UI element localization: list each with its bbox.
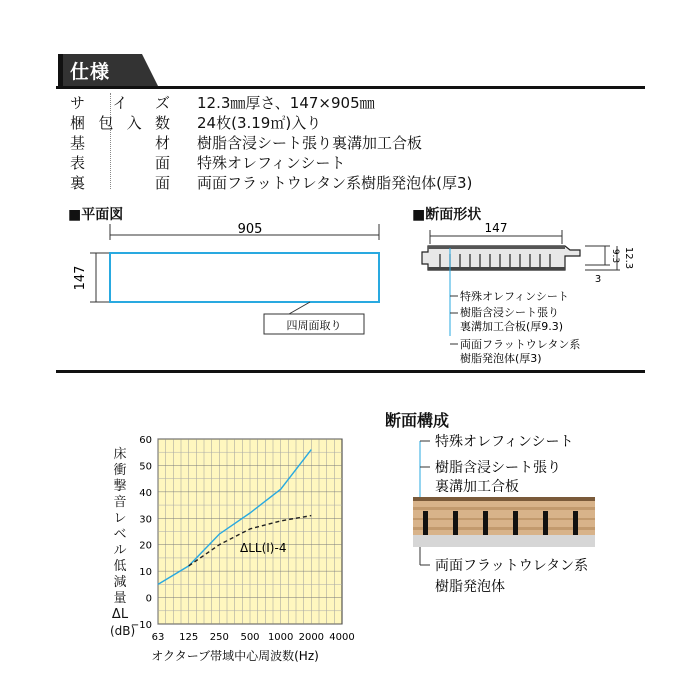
construction-diagram <box>405 425 645 600</box>
chart <box>130 430 355 670</box>
y-tick-label: −10 <box>130 620 152 631</box>
spec-value: 両面フラットウレタン系樹脂発泡体(厚3) <box>197 174 473 192</box>
spec-value: 樹脂含浸シート張り裏溝加工合板 <box>197 134 423 152</box>
chamfer-label: 四周面取り <box>286 319 342 332</box>
callout-back-1: 両面フラットウレタン系 <box>460 338 581 351</box>
construction-label-3a: 両面フラットウレタン系 <box>435 558 589 574</box>
construction-title: 断面構成 <box>385 411 450 430</box>
x-ticks <box>152 632 355 643</box>
construction-label-3b: 樹脂発泡体 <box>435 579 505 595</box>
plan-title: ■平面図 <box>68 207 124 223</box>
construction-label-2a: 樹脂含浸シート張り <box>435 460 561 476</box>
spec-key: 表 面 <box>70 154 170 172</box>
plan-height-label: 147 <box>73 265 88 291</box>
plan-width-label: 905 <box>237 222 263 237</box>
chart-ylabel: 床 衝 撃 音 レ ベ ル 低 減 量 ΔL (dB) <box>110 447 136 638</box>
construction-label-2b: 裏溝加工合板 <box>435 479 519 495</box>
x-tick-label: 500 <box>240 632 260 643</box>
callout-base-2: 裏溝加工合板(厚9.3) <box>460 320 564 333</box>
y-tick-label: 0 <box>145 593 152 605</box>
y-ticks <box>131 435 152 631</box>
chart-annotation: ΔLL(I)-4 <box>240 541 287 555</box>
dim-123: 12.3 <box>623 246 634 270</box>
plan-board <box>110 253 379 302</box>
dim-93: 9.3 <box>610 248 620 264</box>
plan-diagram <box>60 218 400 338</box>
divider-top <box>56 86 645 89</box>
spec-key: サ イ ズ <box>70 94 170 112</box>
x-tick-label: 1000 <box>267 632 294 643</box>
chart-xlabel: オクターブ帯域中心周波数(Hz) <box>151 649 319 663</box>
construction-label-1: 特殊オレフィンシート <box>435 434 574 450</box>
divider-middle <box>56 370 645 373</box>
spec-key: 裏 面 <box>70 174 170 192</box>
section-diagram <box>420 218 650 368</box>
dim-3: 3 <box>594 274 602 285</box>
spec-value: 特殊オレフィンシート <box>197 154 346 172</box>
section-width-label: 147 <box>484 221 508 235</box>
spec-key: 梱 包 入 数 <box>70 114 170 132</box>
y-tick-label: 60 <box>139 435 152 446</box>
callout-base-1: 樹脂含浸シート張り <box>460 306 559 319</box>
spec-value: 12.3㎜厚さ、147×905㎜ <box>197 94 375 112</box>
x-tick-label: 4000 <box>329 632 355 643</box>
section-title: ■断面形状 <box>412 207 482 223</box>
y-tick-label: 10 <box>139 567 152 579</box>
spec-value: 24枚(3.19㎡)入り <box>197 114 322 132</box>
x-tick-label: 125 <box>179 632 199 643</box>
x-tick-label: 2000 <box>298 632 325 643</box>
y-tick-label: 50 <box>139 461 152 473</box>
callout-back-2: 樹脂発泡体(厚3) <box>460 352 542 365</box>
callout-surface: 特殊オレフィンシート <box>460 290 569 303</box>
spec-key: 基 材 <box>70 134 170 152</box>
x-tick-label: 63 <box>151 632 165 643</box>
y-tick-label: 40 <box>139 487 152 499</box>
y-tick-label: 30 <box>139 514 152 526</box>
y-tick-label: 20 <box>139 540 152 552</box>
page-title: 仕様 <box>70 61 111 83</box>
x-tick-label: 250 <box>209 632 229 643</box>
